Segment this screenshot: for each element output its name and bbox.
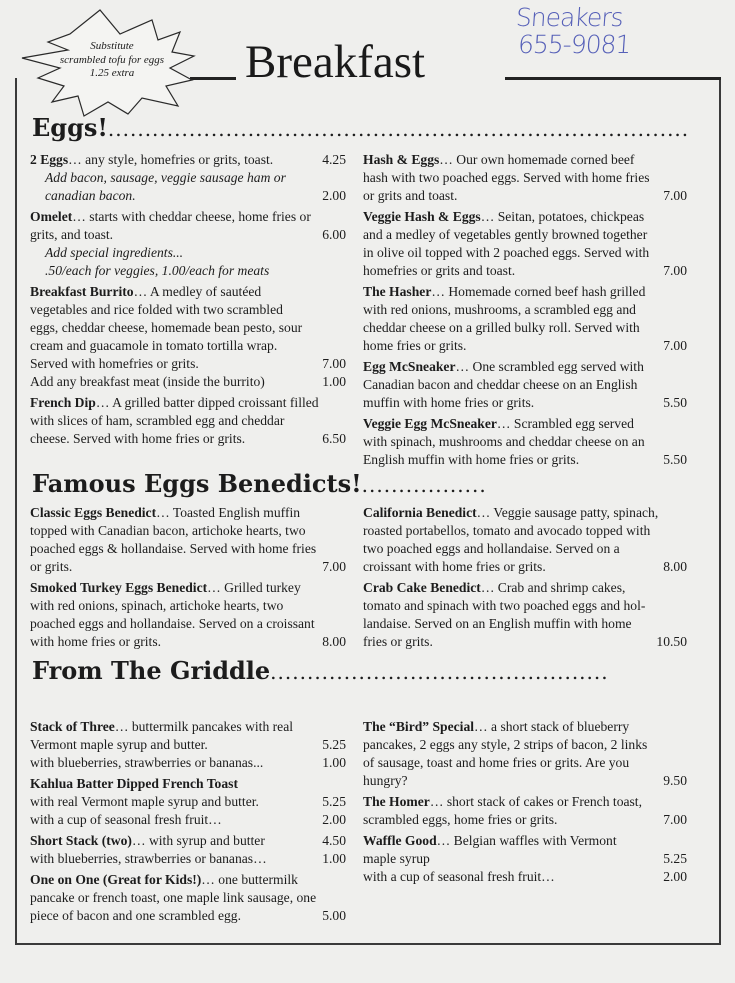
menu-item-price: 5.00 [322,908,346,923]
menu-item-description: with real Vermont maple syrup and butter. [30,794,259,809]
menu-item-description: cream and guacamole in tomato tortilla wrap. [30,338,278,353]
line-text [30,540,316,558]
line-text [363,832,617,850]
menu-item [363,793,689,829]
line-text [30,319,302,337]
line-text [363,394,534,412]
menu-item-description: or grits. [30,559,73,574]
line-text [363,451,579,469]
line-text [30,718,293,736]
menu-item-description: pancakes, 2 eggs any style, 2 strips of bacon, 2 links [363,737,648,752]
menu-item-description: Add special ingredients... [45,245,184,260]
menu-item-description: with slices of ham, scrambled egg and cheddar [30,413,285,428]
menu-item-description: … Belgian waffles with Vermont [436,833,617,848]
menu-item-description: … one buttermilk [201,872,298,887]
menu-item-name: Veggie Hash & Eggs [363,209,481,224]
menu-item-description: Add any breakfast meat (inside the burrito) [30,374,265,389]
line-text [30,283,261,301]
menu-item-price: 5.50 [663,452,687,467]
menu-item-line [363,187,689,205]
line-text [363,187,457,205]
menu-item-line [30,615,348,633]
section-title: Famous Eggs Benedicts! [32,469,362,498]
line-text [30,633,161,651]
line-text [363,301,636,319]
menu-item [30,718,348,772]
menu-item-line [363,633,689,651]
menu-item [363,415,689,469]
menu-item [363,283,689,355]
menu-item-description: with home fries or grits. [30,634,162,649]
menu-item-price: 7.00 [663,263,687,278]
menu-item-description: croissant with home fries or grits. [363,559,546,574]
handwritten-line: Sneakers [514,3,624,32]
menu-item-price: 2.00 [663,869,687,884]
menu-item-line [363,811,689,829]
menu-item-price: 5.25 [663,851,687,866]
menu-item-description: in olive oil topped with 2 poached eggs. Served with [363,245,650,260]
menu-item-description: … Seitan, potatoes, chickpeas [480,209,645,224]
dot-leader: ................. [361,473,487,497]
menu-item-description: with blueberries, strawberries or bananas… [30,851,267,866]
menu-item-description: homefries or grits and toast. [363,263,516,278]
menu-item-line [363,337,689,355]
menu-item-description: roasted portabellos, tomato and avocado topped with [363,523,651,538]
dot-leader: ............................................................................... [107,117,690,141]
menu-item-line [30,907,348,925]
menu-item-description: with a cup of seasonal fresh fruit… [363,869,555,884]
line-text [363,522,650,540]
menu-item-line [30,832,348,850]
menu-item-price: 6.00 [322,227,346,242]
menu-item-name: Kahlua Batter Dipped French Toast [30,776,238,791]
menu-item-line [30,187,348,205]
line-text [30,558,72,576]
section-heading-eggs [32,113,692,144]
menu-item-name: California Benedict [363,505,477,520]
menu-item-description: hungry? [363,773,408,788]
menu-item-description: Served with homefries or grits. [30,356,199,371]
line-text [363,540,620,558]
menu-item-line [363,301,689,319]
menu-item-name: Smoked Turkey Eggs Benedict [30,580,208,595]
line-text [363,811,557,829]
menu-item-line [30,355,348,373]
line-text [363,415,634,433]
line-text [30,736,208,754]
menu-item-name: Classic Eggs Benedict [30,505,157,520]
line-text [363,208,644,226]
starburst-line: scrambled tofu for eggs [59,53,165,66]
menu-item-description: or grits and toast. [363,188,458,203]
menu-item [30,283,348,391]
menu-item-description: … Scrambled egg served [496,416,634,431]
menu-item-line [30,262,348,280]
menu-item-line [30,579,348,597]
line-text [30,793,259,811]
menu-item-line [363,754,689,772]
handwritten-note [513,4,633,58]
menu-item-price: 4.25 [322,152,346,167]
line-text [30,871,298,889]
menu-item-line [30,504,348,522]
menu-column-left [30,504,348,654]
menu-item-price: 1.00 [322,374,346,389]
line-text [30,412,284,430]
menu-item-description: with blueberries, strawberries or bananas... [30,755,264,770]
line-text [363,504,658,522]
line-text [363,244,649,262]
menu-item-description: … Homemade corned beef hash grilled [431,284,646,299]
menu-item-description: .50/each for veggies, 1.00/each for meats [45,263,270,278]
menu-item [363,358,689,412]
menu-item-description: … Grilled turkey [207,580,301,595]
menu-item-line [30,850,348,868]
menu-item-line [30,412,348,430]
menu-item-description: … buttermilk pancakes with real [114,719,294,734]
menu-item-line [363,736,689,754]
menu-item-description: two poached eggs and hollandaise. Served on a [363,541,620,556]
line-text [30,615,315,633]
menu-item-name: Waffle Good [363,833,437,848]
line-text [30,579,301,597]
menu-item [363,832,689,886]
dot-leader: .............................................. [270,660,609,684]
menu-item-price: 10.50 [656,634,687,649]
line-text [30,430,245,448]
menu-item-price: 8.00 [322,634,346,649]
menu-item-line [30,283,348,301]
line-text [45,262,269,280]
line-text [45,169,286,187]
menu-item [30,394,348,448]
menu-item-line [30,597,348,615]
menu-item-price: 7.00 [663,188,687,203]
menu-item-description: English muffin with home fries or grits. [363,452,580,467]
menu-column-right [363,504,689,654]
line-text [45,187,136,205]
line-text [30,832,265,850]
line-text [363,850,430,868]
line-text [363,376,637,394]
menu-item-description: Vermont maple syrup and butter. [30,737,208,752]
menu-item-description: of sausage, toast and home fries or grits. Are you [363,755,630,770]
menu-item-line [363,579,689,597]
menu-item-line [363,244,689,262]
menu-item-description: … starts with cheddar cheese, home fries or [72,209,311,224]
menu-item [30,775,348,829]
menu-item-line [363,868,689,886]
menu-item [30,151,348,205]
menu-item-line [30,430,348,448]
title-rule-right [505,77,721,80]
section-title: From The Griddle [32,656,271,685]
line-text [30,208,311,226]
line-text [363,226,647,244]
line-text [30,337,277,355]
menu-item-description: … a short stack of blueberry [474,719,630,734]
menu-item-line [30,169,348,187]
menu-item-description: with spinach, mushrooms and cheddar cheese on an [363,434,645,449]
menu-item-description: with a cup of seasonal fresh fruit… [30,812,222,827]
line-text [363,262,515,280]
menu-item-description: … Crab and shrimp cakes, [480,580,626,595]
line-text [363,358,644,376]
menu-item-description: eggs, cheddar cheese, homemade bean pesto, sour [30,320,303,335]
menu-item-line [363,597,689,615]
menu-item-name: Omelet [30,209,73,224]
line-text [30,775,238,793]
menu-item-description: hash with two poached eggs. Served with home fries [363,170,650,185]
menu-item-price: 1.00 [322,755,346,770]
menu-item-description: … One scrambled egg served with [455,359,644,374]
menu-item-description: canadian bacon. [45,188,136,203]
menu-item-line [30,718,348,736]
line-text [363,283,645,301]
line-text [363,597,645,615]
menu-item-line [363,850,689,868]
menu-item-line [30,540,348,558]
menu-item-line [363,319,689,337]
menu-item-description: Canadian bacon and cheddar cheese on an English [363,377,638,392]
menu-item-description: … Our own homemade corned beef [439,152,635,167]
menu-item-price: 2.00 [322,812,346,827]
line-text [45,244,183,262]
menu-column-right [363,718,689,889]
menu-item-line [30,754,348,772]
menu-item-line [363,832,689,850]
menu-item-price: 7.00 [663,812,687,827]
menu-item-name: Egg McSneaker [363,359,456,374]
menu-item [30,832,348,868]
menu-item [363,504,689,576]
menu-item-line [30,226,348,244]
menu-item-price: 5.50 [663,395,687,410]
menu-item-description: … A grilled batter dipped croissant filled [95,395,319,410]
menu-item-line [30,301,348,319]
menu-item-line [363,522,689,540]
line-text [30,907,241,925]
page-title: Breakfast [245,36,426,88]
line-text [30,811,222,829]
menu-item-name: Veggie Egg McSneaker [363,416,497,431]
menu-item-price: 4.50 [322,833,346,848]
line-text [363,633,433,651]
menu-item-line [363,208,689,226]
menu-item-line [363,394,689,412]
menu-item-name: One on One (Great for Kids!) [30,872,202,887]
menu-item-description: muffin with home fries or grits. [363,395,535,410]
menu-item-description: maple syrup [363,851,430,866]
line-text [30,301,283,319]
menu-item-name: The Hasher [363,284,432,299]
menu-item [363,718,689,790]
menu-item-line [363,451,689,469]
menu-item-description: fries or grits. [363,634,433,649]
line-text [30,394,319,412]
menu-item-name: Short Stack (two) [30,833,132,848]
menu-item-line [30,373,348,391]
menu-column-left [30,151,348,451]
menu-item-description: and a medley of vegetables gently browned together [363,227,648,242]
menu-item [30,579,348,651]
line-text [30,355,199,373]
menu-column-right [363,151,689,472]
menu-item-line [363,376,689,394]
menu-item-price: 6.50 [322,431,346,446]
menu-item-description: grits, and toast. [30,227,114,242]
menu-item-description: … Veggie sausage patty, spinach, [476,505,659,520]
menu-item-line [30,633,348,651]
line-text [363,337,466,355]
menu-item-line [363,615,689,633]
starburst-line: 1.25 extra [89,67,135,79]
menu-item-line [363,772,689,790]
menu-item-line [363,718,689,736]
handwritten-line: 655-9081 [517,30,632,59]
line-text [363,793,642,811]
menu-item-description: tomato and spinach with two poached eggs and hol- [363,598,646,613]
section-heading-benedicts [32,469,692,500]
menu-item-name: Crab Cake Benedict [363,580,481,595]
menu-item-name: Hash & Eggs [363,152,440,167]
menu-item-line [30,558,348,576]
section-heading-griddle [32,656,692,687]
menu-item-description: piece of bacon and one scrambled egg. [30,908,241,923]
line-text [30,889,316,907]
menu-item-description: topped with Canadian bacon, artichoke hearts, two [30,523,306,538]
menu-item-price: 8.00 [663,559,687,574]
menu-item-description: home fries or grits. [363,338,467,353]
menu-item-line [30,793,348,811]
menu-item-line [30,522,348,540]
menu-item-line [30,811,348,829]
menu-item [363,208,689,280]
menu-item-name: 2 Eggs [30,152,69,167]
menu-item-line [363,226,689,244]
line-text [30,597,283,615]
line-text [363,319,640,337]
line-text [30,522,306,540]
menu-item-name: Stack of Three [30,719,115,734]
line-text [30,226,113,244]
section-title: Eggs! [32,113,108,142]
menu-item-line [30,337,348,355]
line-text [363,169,650,187]
menu-item-line [363,169,689,187]
menu-item-line [363,262,689,280]
line-text [363,754,629,772]
menu-item-description: cheddar cheese on a grilled bulky roll. Served with [363,320,640,335]
starburst-text [52,40,172,81]
menu-item-description: cheese. Served with home fries or grits. [30,431,246,446]
menu-item-description: … Toasted English muffin [156,505,301,520]
menu-item-price: 7.00 [322,356,346,371]
menu-item-name: The “Bird” Special [363,719,475,734]
menu-item-description: poached eggs and hollandaise. Served on a croissant [30,616,315,631]
menu-item-price: 9.50 [663,773,687,788]
menu-item-description: landaise. Served on an English muffin with home [363,616,632,631]
menu-item-line [30,208,348,226]
menu-item-line [30,871,348,889]
menu-item-line [363,433,689,451]
menu-item-line [30,889,348,907]
line-text [363,718,629,736]
line-text [363,772,408,790]
line-text [363,615,632,633]
menu-item [30,208,348,280]
menu-item-line [30,775,348,793]
menu-item-line [30,736,348,754]
line-text [363,433,645,451]
menu-column-left [30,718,348,928]
menu-item-line [363,504,689,522]
menu-item-price: 5.25 [322,794,346,809]
menu-item-description: scrambled eggs, home fries or grits. [363,812,558,827]
line-text [363,868,555,886]
menu-item [30,504,348,576]
menu-item-name: Breakfast Burrito [30,284,134,299]
menu-item-price: 7.00 [663,338,687,353]
menu-item-description: Add bacon, sausage, veggie sausage ham or [45,170,286,185]
menu-item-price: 5.25 [322,737,346,752]
menu-item-line [30,151,348,169]
menu-item-line [363,558,689,576]
menu-item-description: pancake or french toast, one maple link sausage, one [30,890,317,905]
menu-item [363,151,689,205]
menu-item-description: … A medley of sautéed [133,284,262,299]
menu-item [30,871,348,925]
menu-item [363,579,689,651]
menu-item-description: with red onions, mushrooms, a scrambled egg and [363,302,636,317]
menu-item-line [363,793,689,811]
line-text [363,736,647,754]
menu-item-line [363,415,689,433]
menu-item-line [363,358,689,376]
line-text [30,151,273,169]
menu-item-description: vegetables and rice folded with two scrambled [30,302,283,317]
menu-item-price: 7.00 [322,559,346,574]
menu-item-name: French Dip [30,395,96,410]
menu-item-description: poached eggs & hollandaise. Served with home fries [30,541,317,556]
menu-item-name: The Homer [363,794,430,809]
menu-item-description: … with syrup and butter [131,833,265,848]
line-text [363,151,634,169]
menu-item-line [363,540,689,558]
line-text [363,579,625,597]
menu-item-description: … any style, homefries or grits, toast. [68,152,274,167]
menu-item-price: 2.00 [322,188,346,203]
menu-item-line [363,151,689,169]
menu-item-line [30,244,348,262]
menu-item-description: with red onions, spinach, artichoke hearts, two [30,598,284,613]
line-text [30,504,300,522]
menu-item-price: 1.00 [322,851,346,866]
starburst-line: Substitute [90,40,134,52]
line-text [30,850,267,868]
line-text [30,754,263,772]
line-text [30,373,265,391]
menu-item-line [30,319,348,337]
line-text [363,558,546,576]
menu-item-description: … short stack of cakes or French toast, [429,794,642,809]
menu-item-line [30,394,348,412]
menu-item-line [363,283,689,301]
